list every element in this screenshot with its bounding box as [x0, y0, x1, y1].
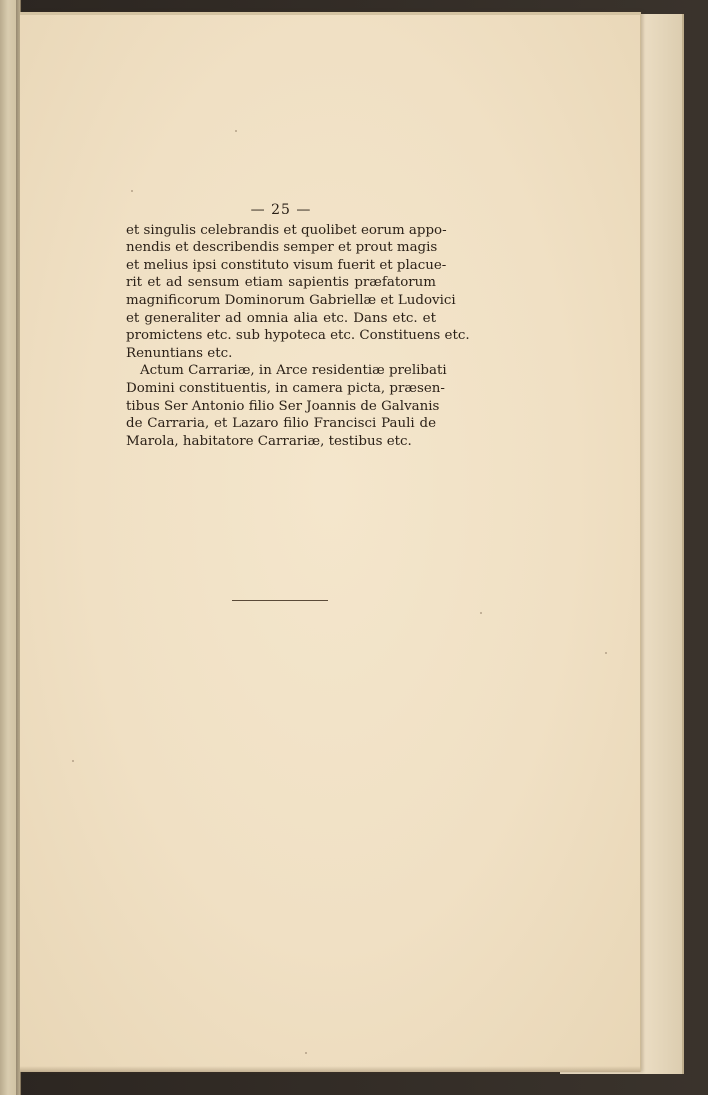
text-line: nendis et describendis semper et prout magis — [126, 240, 438, 256]
text-line: et generaliter ad omnia alia etc. Dans etc. et — [126, 310, 436, 326]
paper-speck — [605, 652, 607, 654]
page-text-block — [126, 202, 470, 450]
text-line: Renuntians etc. — [126, 345, 233, 361]
paper-speck — [235, 130, 237, 132]
section-divider-rule — [232, 600, 328, 601]
text-line: Actum Carrariæ, in Arce residentiæ prelibati — [140, 363, 447, 379]
text-line: rit et ad sensum etiam sapientis præfatorum — [126, 275, 436, 291]
text-line: magnificorum Dominorum Gabriellæ et Ludovici — [126, 292, 456, 308]
paper-speck — [131, 190, 133, 192]
paper-speck — [305, 1052, 307, 1054]
page-top-edge — [20, 12, 640, 15]
text-line: et singulis celebrandis et quolibet eorum appo- — [126, 222, 447, 238]
text-line: Marola, habitatore Carrariæ, testibus etc. — [126, 433, 412, 449]
text-line: de Carraria, et Lazaro filio Francisci Pauli de — [126, 416, 436, 432]
book-page — [20, 12, 641, 1072]
text-line: promictens etc. sub hypoteca etc. Constituens etc. — [126, 328, 470, 344]
paper-speck — [72, 760, 74, 762]
text-line: Domini constituentis, in camera picta, præsen- — [126, 380, 445, 396]
paragraph-2 — [126, 362, 447, 450]
text-line: tibus Ser Antonio filio Ser Joannis de Galvanis — [126, 398, 440, 414]
paragraph-1 — [126, 222, 470, 363]
page-number: — 25 — — [250, 202, 312, 218]
text-line: et melius ipsi constituto visum fuerit et placue- — [126, 257, 447, 273]
paper-speck — [480, 612, 482, 614]
page-bottom-shadow — [20, 1066, 640, 1072]
